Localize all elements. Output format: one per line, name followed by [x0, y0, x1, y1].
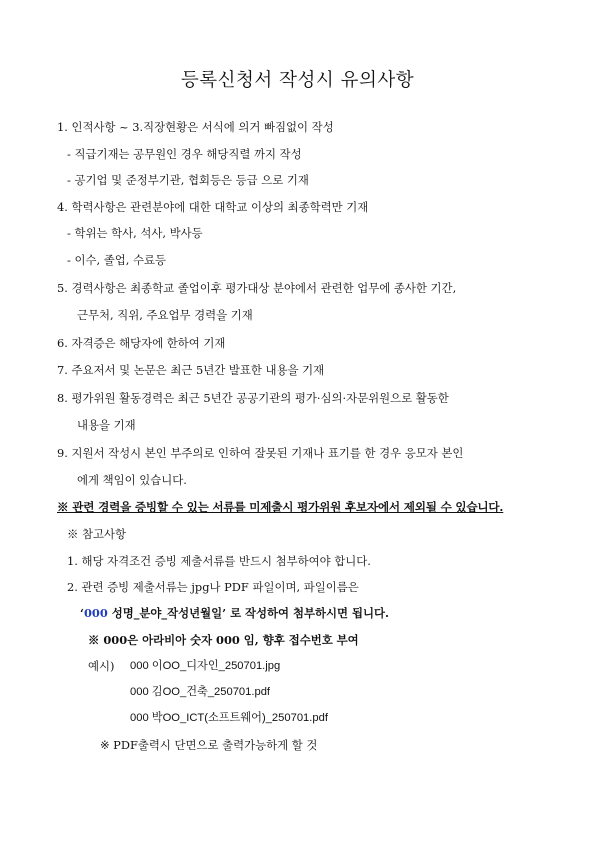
- reference-item-1: 1. 해당 자격조건 증빙 제출서류를 반드시 첨부하여야 합니다.: [67, 554, 371, 568]
- example-label: 예시): [88, 659, 115, 673]
- item-5-continued: 근무처, 직위, 주요업무 경력을 기재: [77, 308, 253, 322]
- item-9-continued: 에게 책임이 있습니다.: [77, 473, 187, 487]
- item-4: 4. 학력사항은 관련분야에 대한 대학교 이상의 최종학력만 기재: [57, 200, 369, 214]
- item-8: 8. 평가위원 활동경력은 최근 5년간 공공기관의 평가·심의·자문위원으로 활동한: [57, 391, 449, 405]
- number-note: ※ 000은 아라비아 숫자 000 임, 향후 접수번호 부여: [88, 633, 359, 647]
- item-1: 1. 인적사항 ~ 3.직장현황은 서식에 의거 빠짐없이 작성: [57, 120, 334, 134]
- example-file-1: 000 이OO_디자인_250701.jpg: [130, 660, 281, 672]
- item-6: 6. 자격증은 해당자에 한하여 기재: [57, 336, 226, 350]
- item-4-sub-a: - 학위는 학사, 석사, 박사등: [67, 226, 203, 240]
- filename-format-instruction: 로 작성하여 첨부하시면 됩니다.: [226, 606, 389, 620]
- filename-format-number: 000: [83, 606, 108, 620]
- pdf-print-note: ※ PDF출력시 단면으로 출력가능하게 할 것: [100, 738, 318, 752]
- item-1-sub-a: - 직급기재는 공무원인 경우 해당직렬 까지 작성: [67, 147, 302, 161]
- item-1-sub-b: - 공기업 및 준정부기관, 협회등은 등급 으로 기재: [67, 173, 309, 187]
- reference-heading: ※ 참고사항: [67, 527, 127, 541]
- example-file-2: 000 김OO_건축_250701.pdf: [130, 686, 271, 698]
- item-8-continued: 내용을 기재: [77, 418, 136, 432]
- page-title: 등록신청서 작성시 유의사항: [180, 70, 415, 91]
- filename-format: [80, 605, 389, 621]
- item-9: 9. 지원서 작성시 본인 부주의로 인하여 잘못된 기재나 표기를 한 경우 응모자 본인: [57, 446, 464, 460]
- reference-item-2: 2. 관련 증빙 제출서류는 jpg나 PDF 파일이며, 파일이름은: [67, 580, 359, 594]
- item-5: 5. 경력사항은 최종학교 졸업이후 평가대상 분야에서 관련한 업무에 종사한 기간,: [57, 281, 457, 295]
- filename-format-pattern: 성명_분야_작성년월일’: [107, 606, 227, 620]
- filename-format-open-quote: ‘: [80, 606, 84, 620]
- item-7: 7. 주요저서 및 논문은 최근 5년간 발표한 내용을 기재: [57, 363, 325, 377]
- item-4-sub-b: - 이수, 졸업, 수료등: [67, 253, 166, 267]
- example-file-3: 000 박OO_ICT(소프트웨어)_250701.pdf: [130, 712, 328, 724]
- evidence-notice: ※ 관련 경력을 증빙할 수 있는 서류를 미제출시 평가위원 후보자에서 제외될 수 있습니다.: [57, 500, 504, 514]
